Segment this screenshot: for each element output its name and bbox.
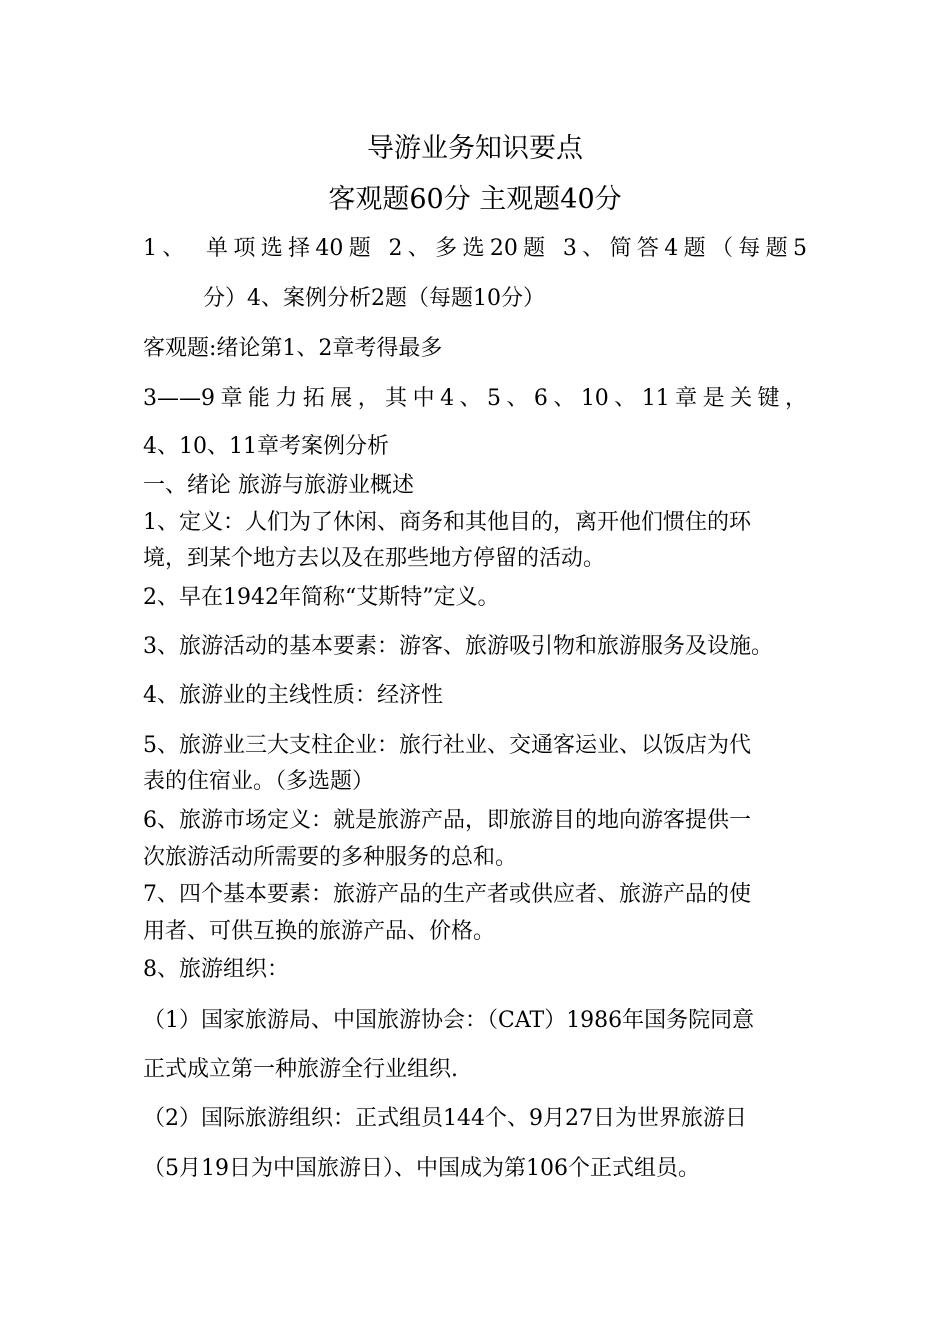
item-4: 4、旅游业的主线性质：经济性 xyxy=(143,683,443,708)
item-1-line-2: 境，到某个地方去以及在那些地方停留的活动。 xyxy=(143,546,606,571)
exam-format-line-2: 分）4、案例分析2题（每题10分） xyxy=(203,286,545,311)
item-3: 3、旅游活动的基本要素：游客、旅游吸引物和旅游服务及设施。 xyxy=(143,634,773,659)
chapter-note-line-2: 4、10、11章考案例分析 xyxy=(143,434,389,459)
chapter-note-line-1: 3——9章能力拓展，其中4、5、6、10、11章是关键， xyxy=(143,386,807,411)
item-2: 2、早在1942年简称“艾斯特”定义。 xyxy=(143,585,500,610)
document-subtitle: 客观题60分 主观题40分 xyxy=(328,184,622,215)
item-8-sub-1-line-2: 正式成立第一种旅游全行业组织. xyxy=(143,1057,458,1082)
objective-note: 客观题:绪论第1、2章考得最多 xyxy=(143,336,443,361)
item-8-sub-2-line-1: （2）国际旅游组织：正式组员144个、9月27日为世界旅游日 xyxy=(143,1106,747,1131)
item-8-sub-2-line-2: （5月19日为中国旅游日）、中国成为第106个正式组员。 xyxy=(143,1156,700,1181)
exam-format-line-1: 1、 单项选择40题 2、多选20题 3、简答4题（每题5 xyxy=(143,236,807,261)
item-7-line-1: 7、四个基本要素：旅游产品的生产者或供应者、旅游产品的使 xyxy=(143,882,751,907)
item-1-line-1: 1、定义：人们为了休闲、商务和其他目的，离开他们惯住的环 xyxy=(143,510,751,535)
section-heading: 一、绪论 旅游与旅游业概述 xyxy=(143,473,414,498)
item-6-line-2: 次旅游活动所需要的多种服务的总和。 xyxy=(143,845,518,870)
item-5-line-1: 5、旅游业三大支柱企业：旅行社业、交通客运业、以饭店为代 xyxy=(143,733,751,758)
document-title: 导游业务知识要点 xyxy=(367,133,583,164)
item-8-sub-1-line-1: （1）国家旅游局、中国旅游协会：（CAT）1986年国务院同意 xyxy=(143,1008,755,1033)
item-7-line-2: 用者、可供互换的旅游产品、价格。 xyxy=(143,919,496,944)
item-6-line-1: 6、旅游市场定义：就是旅游产品，即旅游目的地向游客提供一 xyxy=(143,808,751,833)
item-5-line-2: 表的住宿业。（多选题） xyxy=(143,769,375,794)
item-8: 8、旅游组织： xyxy=(143,957,289,982)
